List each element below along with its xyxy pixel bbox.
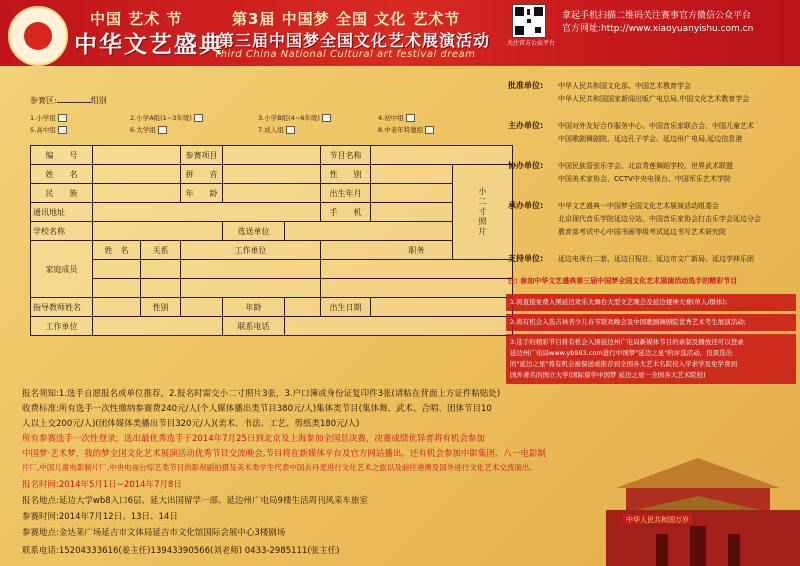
category-option[interactable]: 5.高中组 — [30, 125, 130, 134]
notice-line-4: 所有参赛选手一次性登录，选出最优秀选手于2014年7月25日到北京及上海参加全国总决赛，决赛成绩优异者将有机会参加 — [22, 434, 485, 444]
category-option[interactable]: 6.大学组 — [130, 125, 258, 134]
organizer-text-2: 北京现代音乐学院延边分站、中国音乐家协会打击乐学会延边分会 — [558, 215, 761, 223]
label-address: 通讯地址 — [31, 203, 93, 222]
label-unit-select: 选送单位 — [223, 222, 285, 241]
label-relation: 关系 — [141, 241, 181, 260]
note-box-3 — [506, 334, 796, 384]
label-work-unit: 工作单位 — [181, 241, 321, 260]
support-label: 支持单位: — [508, 254, 544, 263]
note-text-3b: 延边州广电局www.yb983.com进行中国梦"延边之星"的评选活动，投票选出 — [510, 349, 733, 357]
note-text-1: 1.将直接免费入围延边欢乐大舞台大型文艺晚会及延边楼神大赛(单人/群体); — [510, 298, 728, 306]
input-project[interactable] — [223, 146, 321, 165]
label-teacher-birth: 出生日期 — [321, 298, 371, 317]
competition-time: 参赛时间:2014年7月12日、13日、14日 — [22, 512, 178, 522]
registration-form-table — [30, 145, 513, 336]
input-age[interactable] — [223, 184, 321, 203]
note-text-2: 2.将有机会入选吉林省少儿春节联欢晚会及中国歌剧舞剧院优秀艺术考生展演活动; — [510, 318, 746, 326]
input-teacher-unit[interactable] — [93, 317, 223, 336]
approve-text-2: 中华人民共和国国家新闻出版广电总局,中国文化艺术教育学会 — [558, 95, 750, 103]
category-option[interactable]: 1.小学组 — [30, 113, 130, 122]
label-number: 编 号 — [31, 146, 93, 165]
header-title-main: 中华文艺盛典 — [74, 31, 224, 58]
label-teacher: 指导教师姓名 — [31, 298, 93, 317]
label-gender: 性 别 — [321, 165, 371, 184]
label-project: 参赛项目 — [181, 146, 223, 165]
input-name[interactable] — [93, 165, 181, 184]
notice-line-1: 报名须知:1.选手自愿报名或单位推荐，2.报名时需交小二寸照片3张，3.户口簿或身份证复印件3张(请粘在背面上方证件粘贴处) — [22, 389, 501, 399]
label-ethnic: 民 族 — [31, 184, 93, 203]
label-name: 姓 名 — [31, 165, 93, 184]
co-text-1: 中国民族管弦乐学会、北京青莲舞蹈学校、世界武术联盟 — [558, 162, 733, 170]
host-label: 主办单位: — [508, 121, 544, 130]
group-input[interactable] — [57, 102, 91, 103]
header-slogan-right: 第3届 中国梦 全国 文化 艺术节 — [232, 10, 461, 28]
registration-time: 报名时间:2014年5月1日~2014年7月8日 — [22, 480, 182, 490]
input-ethnic[interactable] — [93, 184, 181, 203]
note-box-1 — [506, 294, 796, 311]
input-unit-select[interactable] — [285, 222, 453, 241]
host-text-2: 中国歌剧舞剧院、延边孔子学会、延边州广电局,延边信息港 — [558, 135, 743, 143]
support-text-1: 延边电视台二套、延边日报社、延边市文广新局、延边学林乐团 — [558, 255, 754, 263]
input-teacher-age[interactable] — [285, 298, 321, 317]
label-teacher-phone: 联系电话 — [223, 317, 285, 336]
label-family: 家庭成员 — [31, 241, 93, 298]
logo-emblem-icon — [24, 22, 52, 50]
input-work-unit[interactable] — [181, 279, 321, 298]
input-pinyin[interactable] — [223, 165, 321, 184]
input-address[interactable] — [93, 203, 321, 222]
organizer-text-3: 教育部考试中心中国书画等级考试延边书写艺术研究院 — [558, 228, 726, 236]
wechat-info: 拿起手机扫描二维码关注赛事官方微信公众平台 — [562, 11, 752, 21]
label-teacher-age: 年龄 — [223, 298, 285, 317]
input-work-unit[interactable] — [181, 260, 321, 279]
input-relation[interactable] — [141, 279, 181, 298]
note-text-3a: 3.选手的精彩节目将有机会入围延边州广电局新媒体节目的录制及播放还可以登录 — [510, 338, 744, 346]
header-title-english: Third China National Cultural art festival dream — [214, 49, 476, 60]
header-slogan-left: 中国 艺术 节 — [90, 10, 183, 28]
label-teacher-unit: 工作单位 — [31, 317, 93, 336]
category-option[interactable]: 8.中老年特邀组 — [378, 125, 468, 134]
registration-location: 报名地点:延边大学wb8入口6层、延大出国留学一部、延边州广电局9楼生活周刊风采车旅室 — [22, 496, 368, 506]
label-school: 学校名称 — [31, 222, 93, 241]
category-option[interactable]: 3.小学B组(4~6年级) — [258, 113, 378, 122]
festival-logo — [8, 6, 68, 66]
website-link[interactable]: 官方网址:http://www.xiaoyuanyishu.com.cn — [562, 24, 754, 34]
qr-code-icon[interactable] — [512, 4, 546, 38]
input-relation[interactable] — [141, 260, 181, 279]
host-text-1: 中国对外友好合作服务中心、中国音乐家联合会、中国儿童艺术 — [558, 122, 754, 130]
input-teacher[interactable] — [93, 298, 141, 317]
competition-location: 参赛地点:金达莱广场延吉市文体局延吉市文化馆国际会展中心3楼剧场 — [22, 528, 286, 538]
category-row-1 — [30, 113, 500, 122]
label-family-name: 姓 名 — [93, 241, 141, 260]
approve-text-1: 中华人民共和国文化部、中国艺术教育学会 — [558, 82, 691, 90]
gate-banner-text: 中华人民共和国万岁 — [626, 516, 689, 524]
notice-line-5: 中国梦·艺术梦，我的梦全国文化艺术展演活动优秀节目交流晚会,节目将在新媒体平台及官方网站播出，还有机会参加中影集团、八一电影制 — [22, 449, 546, 459]
notice-line-6: 片厂,中国儿童电影制片厂,中央电视台综艺类节目的影视剧拍摄及美术类学生代表中国去丹麦进行文化艺术之旅以及前往港澳及国外进行文化艺术交流演出。 — [22, 463, 537, 472]
notice-line-3: 人以上交200元/人)(团体媒体类播出节目320元/人)(美术、书法、工艺、剪纸类180元/人) — [22, 419, 360, 429]
input-job[interactable] — [321, 260, 513, 279]
approve-label: 批准单位: — [508, 81, 544, 90]
label-age: 年 龄 — [181, 184, 223, 203]
organizer-text-1: 中华文艺盛典一中国梦全国文化艺术展演活动组委会 — [558, 202, 719, 210]
contact-phone: 联系电话:15204333616(姜主任)13943390566(刘老师) 0433-2985111(张主任) — [22, 546, 340, 556]
photo-slot[interactable]: 小二寸照片 — [453, 165, 513, 260]
category-option[interactable]: 4.初中组 — [378, 113, 468, 122]
notice-line-2: 收费标准:所有选手一次性缴纳参赛费240元/人(个人媒体播出类节目380元/人)集体类节目(集体舞、武术、合唱、团体节目10 — [22, 404, 492, 414]
group-label-text: 参赛区: — [30, 96, 57, 105]
note-box-2 — [506, 314, 796, 331]
note-title: 注: 参加中华文艺盛典第三届中国梦全国文化艺术展演活动选手的精彩节目 — [508, 277, 738, 285]
label-phone: 手 机 — [321, 203, 371, 222]
input-gender[interactable] — [371, 165, 453, 184]
category-option[interactable]: 7.成人组 — [258, 125, 378, 134]
input-family-name[interactable] — [93, 260, 141, 279]
input-phone[interactable] — [371, 203, 453, 222]
input-teacher-birth[interactable] — [371, 298, 513, 317]
note-text-3c: 的"延边之星"将有机会被保送或推荐到全国各大艺术名院校入学求学及免学费到 — [510, 360, 737, 368]
input-number[interactable] — [93, 146, 181, 165]
input-teacher-phone[interactable] — [285, 317, 513, 336]
input-program[interactable] — [371, 146, 513, 165]
category-option[interactable]: 2.小学A组(1~3年级) — [130, 113, 258, 122]
co-label: 协办单位: — [508, 161, 544, 170]
organizer-label: 承办单位: — [508, 201, 544, 210]
input-job[interactable] — [321, 279, 513, 298]
qr-caption: 关注官方公众平台 — [507, 40, 556, 47]
tiananmen-gate-illustration — [596, 448, 800, 566]
label-job: 职务 — [321, 241, 513, 260]
group-suffix: 组别 — [90, 96, 107, 105]
input-family-name[interactable] — [93, 279, 141, 298]
input-school[interactable] — [93, 222, 223, 241]
group-label — [30, 95, 107, 106]
note-text-3d: 国外著名的国立大学(国际留学中国梦 延边之星一全国各大艺术院校) — [510, 371, 706, 379]
label-birth: 出生年月 — [321, 184, 371, 203]
label-teacher-gender: 性别 — [141, 298, 181, 317]
co-text-2: 中国美术家协会、CCTV中央电视台、中国军乐艺术学院 — [558, 175, 731, 183]
input-birth[interactable] — [371, 184, 453, 203]
category-row-2 — [30, 125, 500, 134]
label-pinyin: 拼 音 — [181, 165, 223, 184]
label-program: 节目名称 — [321, 146, 371, 165]
input-teacher-gender[interactable] — [181, 298, 223, 317]
header-title-sub: 第三届中国梦全国文化艺术展演活动 — [218, 31, 491, 50]
